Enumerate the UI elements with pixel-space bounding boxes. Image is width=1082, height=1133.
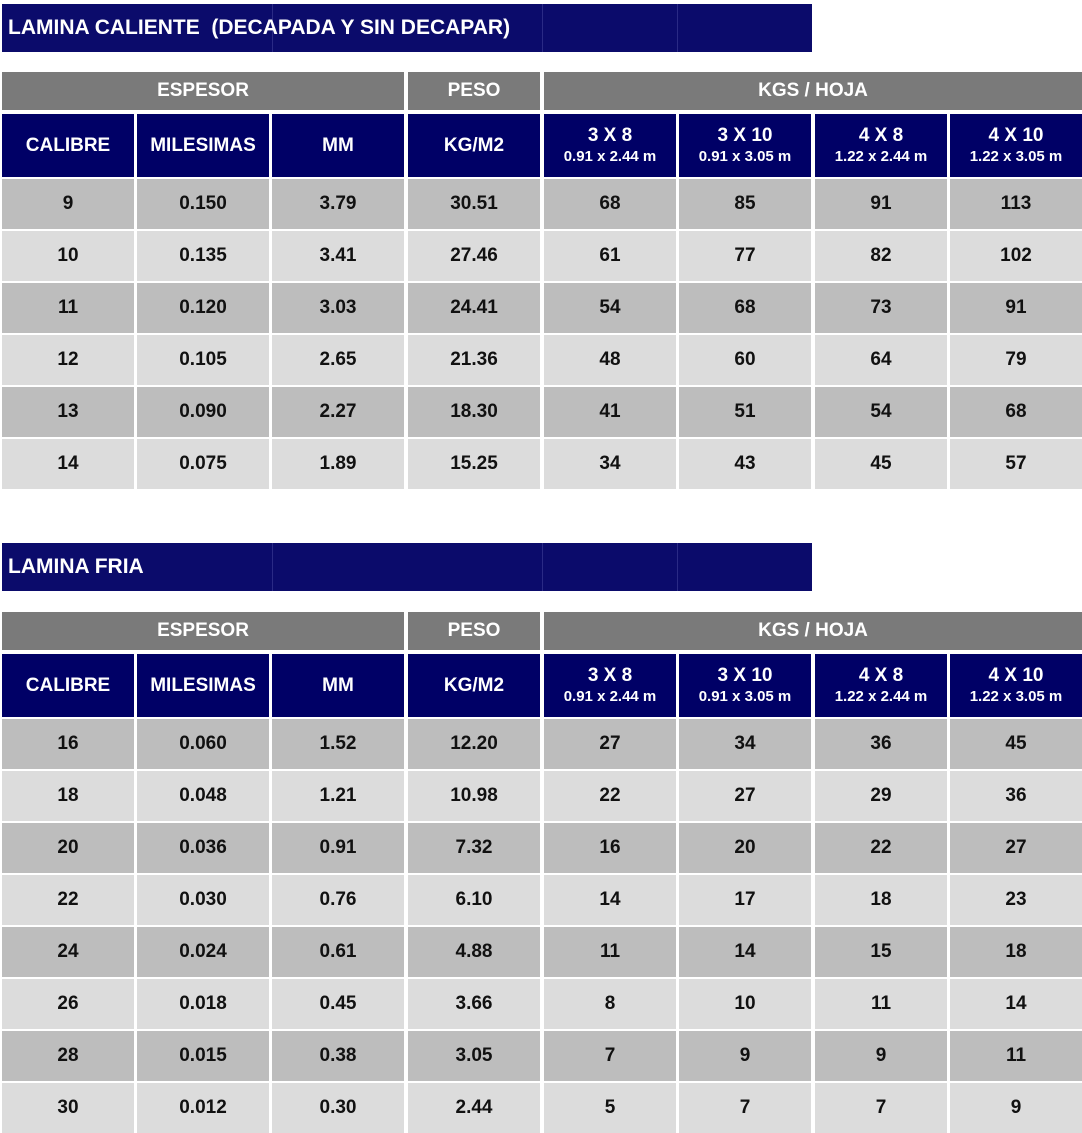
column-header-mm: MM	[272, 114, 404, 177]
table-cell: 14	[2, 439, 134, 489]
table-row	[0, 823, 1082, 873]
table-cell: 54	[815, 387, 947, 437]
table-cell: 85	[679, 179, 811, 229]
table-cell: 3.41	[272, 231, 404, 281]
table-cell: 0.61	[272, 927, 404, 977]
group-header-peso: PESO	[408, 72, 540, 110]
table-cell: 11	[2, 283, 134, 333]
table-cell: 29	[815, 771, 947, 821]
table-cell: 22	[815, 823, 947, 873]
table-cell: 61	[544, 231, 676, 281]
table-cell: 0.024	[137, 927, 269, 977]
table-cell: 0.090	[137, 387, 269, 437]
column-header-kg-m2: KG/M2	[408, 114, 540, 177]
table-cell: 43	[679, 439, 811, 489]
table-cell: 0.45	[272, 979, 404, 1029]
table-row	[0, 179, 1082, 229]
table-cell: 34	[679, 719, 811, 769]
table-cell: 21.36	[408, 335, 540, 385]
table-cell: 26	[2, 979, 134, 1029]
column-header-milesimas: MILESIMAS	[137, 654, 269, 717]
table-cell: 36	[815, 719, 947, 769]
group-header-peso: PESO	[408, 612, 540, 650]
table-cell: 3.79	[272, 179, 404, 229]
table-cell: 30.51	[408, 179, 540, 229]
table-row	[0, 335, 1082, 385]
column-header-3x10: 3 X 10 0.91 x 3.05 m	[679, 654, 811, 717]
table-cell: 16	[2, 719, 134, 769]
table-cell: 15	[815, 927, 947, 977]
group-header-kgs-hoja: KGS / HOJA	[544, 72, 1082, 110]
table-cell: 16	[544, 823, 676, 873]
table-cell: 8	[544, 979, 676, 1029]
table-cell: 18	[950, 927, 1082, 977]
table-cell: 3.66	[408, 979, 540, 1029]
table-cell: 11	[950, 1031, 1082, 1081]
table-cell: 51	[679, 387, 811, 437]
table-cell: 0.030	[137, 875, 269, 925]
table-cell: 60	[679, 335, 811, 385]
table-cell: 27.46	[408, 231, 540, 281]
table-cell: 0.048	[137, 771, 269, 821]
column-header-4x8: 4 X 8 1.22 x 2.44 m	[815, 114, 947, 177]
section-title: LAMINA CALIENTE (DECAPADA Y SIN DECAPAR)	[8, 16, 511, 39]
table-cell: 82	[815, 231, 947, 281]
table-cell: 45	[815, 439, 947, 489]
table-cell: 68	[950, 387, 1082, 437]
table-cell: 14	[950, 979, 1082, 1029]
table-cell: 27	[679, 771, 811, 821]
table-cell: 15.25	[408, 439, 540, 489]
table-cell: 24.41	[408, 283, 540, 333]
group-header-espesor: ESPESOR	[2, 612, 404, 650]
table-cell: 7	[815, 1083, 947, 1133]
table-cell: 9	[950, 1083, 1082, 1133]
column-header-kg-m2: KG/M2	[408, 654, 540, 717]
group-header-row	[0, 72, 1082, 110]
column-header-mm: MM	[272, 654, 404, 717]
section-title-bar	[2, 543, 812, 591]
table-cell: 77	[679, 231, 811, 281]
table-cell: 41	[544, 387, 676, 437]
table-cell: 0.060	[137, 719, 269, 769]
table-cell: 102	[950, 231, 1082, 281]
table-cell: 20	[2, 823, 134, 873]
table-cell: 36	[950, 771, 1082, 821]
table-cell: 10	[2, 231, 134, 281]
table-cell: 2.27	[272, 387, 404, 437]
table-cell: 1.21	[272, 771, 404, 821]
column-header-calibre: CALIBRE	[2, 654, 134, 717]
table-cell: 18	[815, 875, 947, 925]
table-cell: 13	[2, 387, 134, 437]
table-cell: 68	[544, 179, 676, 229]
table-cell: 17	[679, 875, 811, 925]
column-header-4x10: 4 X 10 1.22 x 3.05 m	[950, 654, 1082, 717]
table-cell: 5	[544, 1083, 676, 1133]
table-row	[0, 231, 1082, 281]
column-header-4x10: 4 X 10 1.22 x 3.05 m	[950, 114, 1082, 177]
column-header-row	[0, 114, 1082, 177]
table-cell: 23	[950, 875, 1082, 925]
table-cell: 1.89	[272, 439, 404, 489]
table-row	[0, 1031, 1082, 1081]
table-cell: 7	[679, 1083, 811, 1133]
table-cell: 6.10	[408, 875, 540, 925]
table-cell: 14	[679, 927, 811, 977]
column-header-calibre: CALIBRE	[2, 114, 134, 177]
table-cell: 12	[2, 335, 134, 385]
table-cell: 0.105	[137, 335, 269, 385]
table-cell: 2.44	[408, 1083, 540, 1133]
table-cell: 0.38	[272, 1031, 404, 1081]
group-header-espesor: ESPESOR	[2, 72, 404, 110]
table-cell: 12.20	[408, 719, 540, 769]
table-cell: 24	[2, 927, 134, 977]
table-row	[0, 719, 1082, 769]
table-cell: 10.98	[408, 771, 540, 821]
table-cell: 0.91	[272, 823, 404, 873]
group-header-kgs-hoja: KGS / HOJA	[544, 612, 1082, 650]
table-cell: 0.036	[137, 823, 269, 873]
table-cell: 0.120	[137, 283, 269, 333]
section-title-bar	[2, 4, 812, 52]
table-cell: 22	[544, 771, 676, 821]
table-cell: 68	[679, 283, 811, 333]
table-cell: 9	[679, 1031, 811, 1081]
table-cell: 10	[679, 979, 811, 1029]
table-row	[0, 771, 1082, 821]
table-cell: 34	[544, 439, 676, 489]
table-cell: 0.012	[137, 1083, 269, 1133]
table-cell: 1.52	[272, 719, 404, 769]
table-row	[0, 439, 1082, 489]
table-cell: 27	[544, 719, 676, 769]
table-cell: 0.015	[137, 1031, 269, 1081]
table-row	[0, 387, 1082, 437]
section-title: LAMINA FRIA	[8, 555, 144, 578]
table-cell: 28	[2, 1031, 134, 1081]
table-cell: 11	[544, 927, 676, 977]
table-cell: 45	[950, 719, 1082, 769]
table-cell: 22	[2, 875, 134, 925]
table-cell: 9	[815, 1031, 947, 1081]
table-cell: 2.65	[272, 335, 404, 385]
column-header-3x8: 3 X 8 0.91 x 2.44 m	[544, 654, 676, 717]
table-cell: 91	[815, 179, 947, 229]
table-cell: 54	[544, 283, 676, 333]
table-row	[0, 283, 1082, 333]
table-cell: 0.135	[137, 231, 269, 281]
column-header-row	[0, 654, 1082, 717]
table-row	[0, 875, 1082, 925]
table-cell: 3.05	[408, 1031, 540, 1081]
column-header-3x10: 3 X 10 0.91 x 3.05 m	[679, 114, 811, 177]
table-row	[0, 927, 1082, 977]
table-cell: 73	[815, 283, 947, 333]
table-cell: 57	[950, 439, 1082, 489]
table-cell: 18.30	[408, 387, 540, 437]
table-cell: 0.150	[137, 179, 269, 229]
table-cell: 30	[2, 1083, 134, 1133]
table-row	[0, 1083, 1082, 1133]
table-cell: 4.88	[408, 927, 540, 977]
table-cell: 64	[815, 335, 947, 385]
table-cell: 113	[950, 179, 1082, 229]
table-cell: 0.018	[137, 979, 269, 1029]
table-cell: 0.075	[137, 439, 269, 489]
table-cell: 27	[950, 823, 1082, 873]
table-cell: 11	[815, 979, 947, 1029]
group-header-row	[0, 612, 1082, 650]
table-cell: 0.30	[272, 1083, 404, 1133]
table-cell: 3.03	[272, 283, 404, 333]
table-cell: 7.32	[408, 823, 540, 873]
table-cell: 79	[950, 335, 1082, 385]
column-header-3x8: 3 X 8 0.91 x 2.44 m	[544, 114, 676, 177]
table-cell: 14	[544, 875, 676, 925]
table-cell: 18	[2, 771, 134, 821]
table-cell: 20	[679, 823, 811, 873]
column-header-milesimas: MILESIMAS	[137, 114, 269, 177]
table-cell: 7	[544, 1031, 676, 1081]
table-cell: 9	[2, 179, 134, 229]
table-cell: 48	[544, 335, 676, 385]
table-cell: 91	[950, 283, 1082, 333]
table-cell: 0.76	[272, 875, 404, 925]
column-header-4x8: 4 X 8 1.22 x 2.44 m	[815, 654, 947, 717]
table-row	[0, 979, 1082, 1029]
